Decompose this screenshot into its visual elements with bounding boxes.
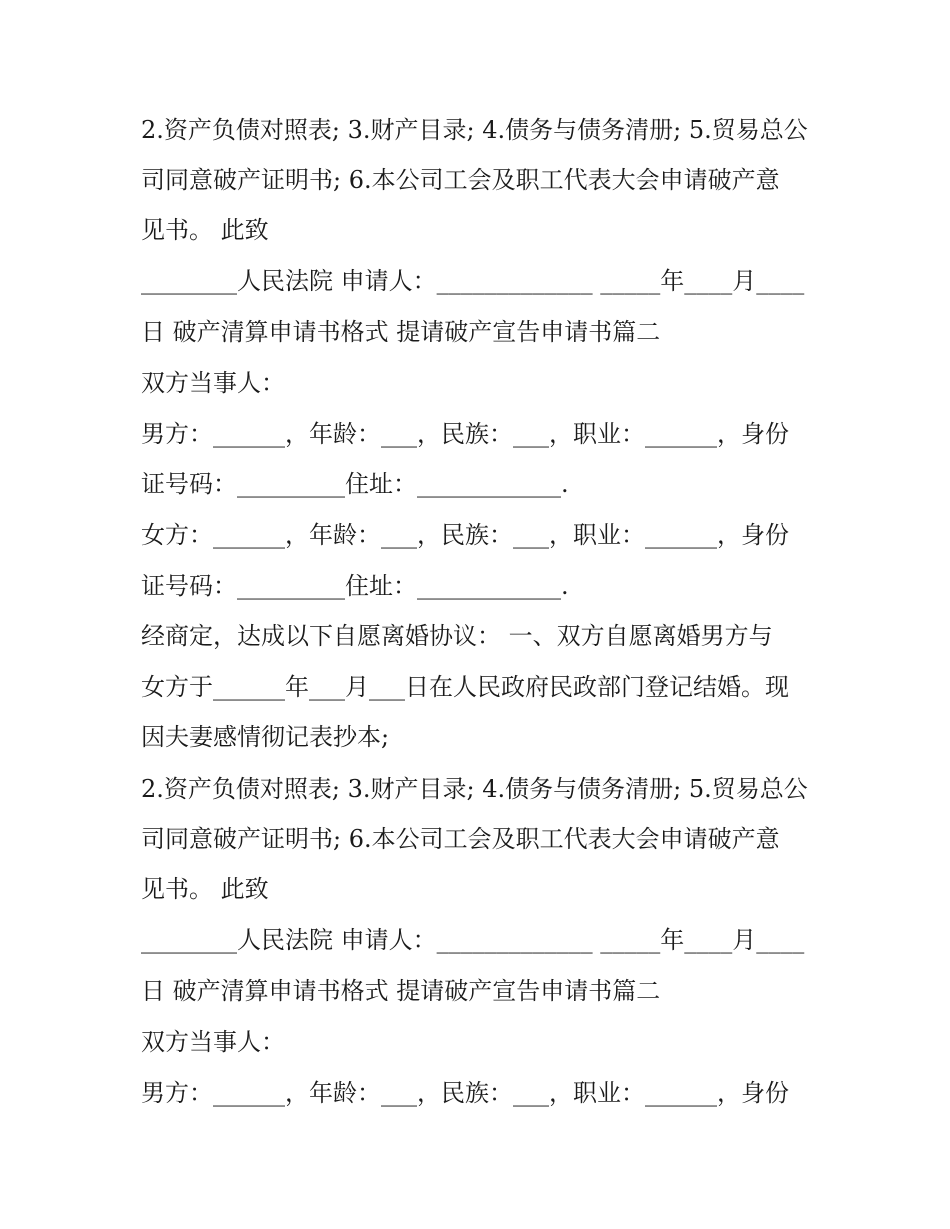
text-line: 2.资产负债对照表; 3.财产目录; 4.债务与债务清册; 5.贸易总公: [141, 775, 808, 803]
text-line: 经商定，达成以下自愿离婚协议： 一、双方自愿离婚男方与: [141, 622, 773, 650]
text-line: 见书。 此致: [141, 216, 269, 244]
text-line: 证号码：_________住址：____________.: [141, 572, 569, 600]
text-line: ________人民法院 申请人：_____________ _____年____月____: [141, 267, 805, 295]
text-line: 男方：______，年龄：___，民族：___，职业：______，身份: [141, 1079, 789, 1107]
text-line: 男方：______，年龄：___，民族：___，职业：______，身份: [141, 420, 789, 448]
text-line: 女方：______，年龄：___，民族：___，职业：______，身份: [141, 521, 789, 549]
text-line: 因夫妻感情彻记表抄本;: [141, 723, 390, 751]
text-line: ________人民法院 申请人：_____________ _____年____月____: [141, 926, 805, 954]
text-line: 司同意破产证明书; 6.本公司工会及职工代表大会申请破产意: [141, 166, 780, 194]
text-line: 女方于______年___月___日在人民政府民政部门登记结婚。现: [141, 673, 789, 701]
text-line: 证号码：_________住址：____________.: [141, 470, 569, 498]
text-line: 2.资产负债对照表; 3.财产目录; 4.债务与债务清册; 5.贸易总公: [141, 116, 808, 144]
text-line: 双方当事人：: [141, 369, 285, 397]
text-line: 日 破产清算申请书格式 提请破产宣告申请书篇二: [141, 977, 661, 1005]
text-line: 双方当事人：: [141, 1028, 285, 1056]
text-line: 司同意破产证明书; 6.本公司工会及职工代表大会申请破产意: [141, 825, 780, 853]
text-line: 日 破产清算申请书格式 提请破产宣告申请书篇二: [141, 318, 661, 346]
text-line: 见书。 此致: [141, 875, 269, 903]
